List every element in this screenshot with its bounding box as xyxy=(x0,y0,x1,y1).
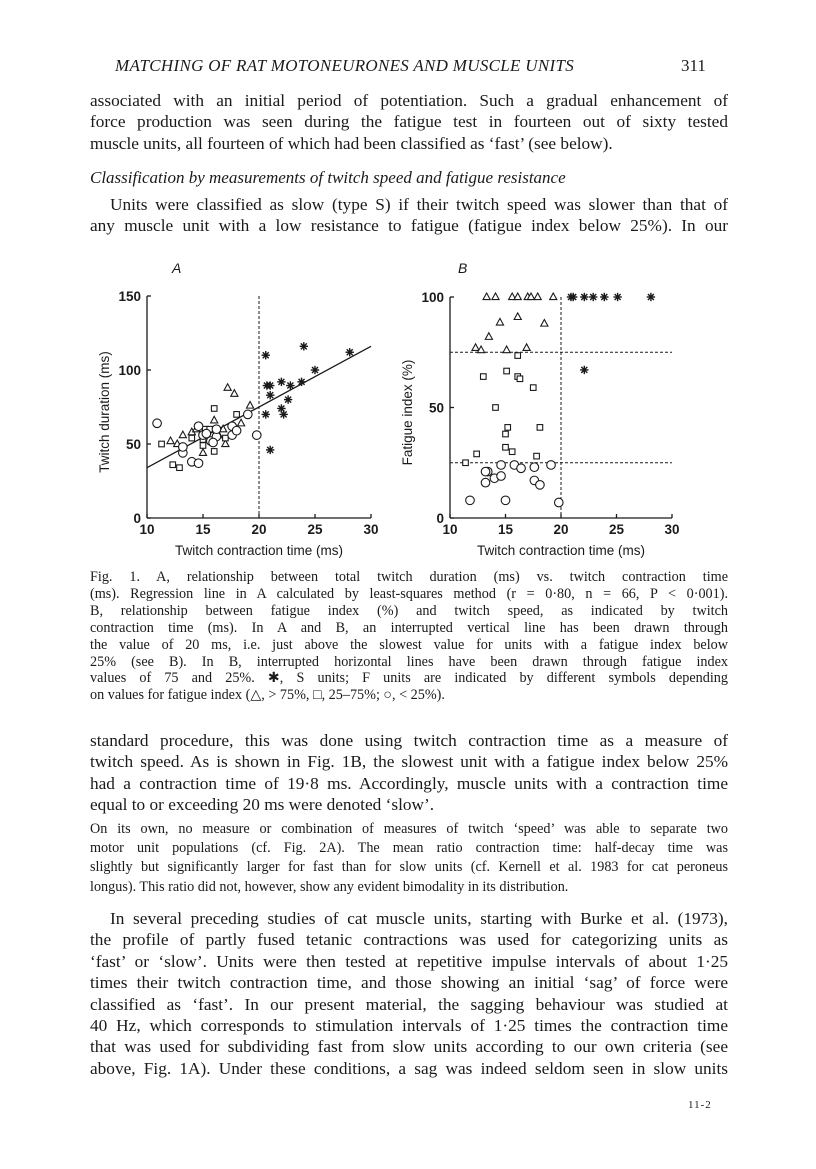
data-point-square xyxy=(200,443,206,449)
star-center xyxy=(583,368,587,372)
x-tick-label: 10 xyxy=(442,522,458,537)
data-point-square xyxy=(509,449,515,455)
data-point-square xyxy=(223,435,229,441)
text-line: force production was seen during the fatigue test in fourteen out of sixty tested xyxy=(90,112,728,132)
data-point-square xyxy=(537,425,543,431)
data-point-triangle xyxy=(503,346,510,353)
caption-line: contraction time (ms). In A and B, an interrupted vertical line has been drawn through xyxy=(90,619,728,636)
y-tick-label: 50 xyxy=(125,437,141,452)
data-point-star xyxy=(279,410,287,418)
data-point-square xyxy=(159,441,165,447)
data-point-star xyxy=(600,293,608,301)
chart-panel-b xyxy=(400,290,680,558)
data-point-star xyxy=(297,378,305,386)
x-axis-label: Twitch contraction time (ms) xyxy=(476,543,646,558)
data-point-circle xyxy=(501,496,510,505)
text-line: On its own, no measure or combination of measures of twitch ‘speed’ was able to separate two xyxy=(90,821,728,837)
figure-label-b: B xyxy=(458,260,468,276)
data-point-star xyxy=(286,381,294,389)
star-center xyxy=(268,448,272,452)
figure-label-a: A xyxy=(172,260,182,276)
star-center xyxy=(282,413,286,417)
star-center xyxy=(571,295,575,299)
data-point-circle xyxy=(194,422,203,431)
star-center xyxy=(289,384,293,388)
data-point-square xyxy=(463,460,469,466)
data-point-circle xyxy=(202,429,211,438)
x-tick-label: 10 xyxy=(139,522,155,537)
data-point-circle xyxy=(179,443,188,452)
data-point-square xyxy=(481,374,487,380)
star-center xyxy=(286,398,290,402)
y-tick-label: 100 xyxy=(421,290,444,305)
x-tick-label: 15 xyxy=(497,522,514,537)
data-point-star xyxy=(569,293,577,301)
data-point-circle xyxy=(212,425,221,434)
data-point-star xyxy=(589,293,597,301)
data-point-circle xyxy=(244,410,253,419)
data-point-circle xyxy=(481,467,490,476)
data-point-star xyxy=(346,348,354,356)
running-title: MATCHING OF RAT MOTONEURONES AND MUSCLE UNITS xyxy=(115,56,574,75)
data-point-star xyxy=(262,410,270,418)
x-tick-label: 30 xyxy=(664,522,680,537)
data-point-square xyxy=(504,368,510,374)
text-line: Units were classified as slow (type S) if their twitch speed was slower than that of xyxy=(110,195,728,214)
data-point-triangle xyxy=(492,293,499,300)
text-line: slightly but significantly larger for fast than for slow units (cf. Kernell et al. 1983 for cat peroneus xyxy=(90,859,728,876)
star-center xyxy=(264,413,268,417)
data-point-star xyxy=(311,366,319,374)
data-point-star xyxy=(266,391,274,399)
data-point-triangle xyxy=(483,293,490,300)
text-line: classified as ‘fast’. In our present material, the sagging behaviour was studied at xyxy=(90,994,728,1014)
x-tick-label: 25 xyxy=(608,522,625,537)
star-center xyxy=(313,368,317,372)
caption-line: Fig. 1. A, relationship between total twitch duration (ms) vs. twitch contraction time xyxy=(90,569,728,585)
x-tick-label: 30 xyxy=(363,522,379,537)
caption-line: B, relationship between fatigue index (%) and twitch speed, as indicated by twitch xyxy=(90,602,728,619)
data-point-circle xyxy=(536,481,545,490)
data-point-circle xyxy=(232,426,241,435)
data-point-square xyxy=(515,353,521,359)
data-point-square xyxy=(505,425,511,431)
data-point-square xyxy=(211,406,217,412)
x-axis-label: Twitch contraction time (ms) xyxy=(174,543,344,558)
data-point-triangle xyxy=(179,431,186,438)
data-point-circle xyxy=(517,464,526,473)
data-point-circle xyxy=(497,461,506,470)
text-line: any muscle unit with a low resistance to fatigue (fatigue index below 25%). In our xyxy=(90,216,728,236)
data-point-circle xyxy=(194,459,203,468)
data-point-circle xyxy=(554,498,563,507)
data-point-circle xyxy=(209,438,218,447)
data-point-star xyxy=(266,381,274,389)
data-point-star xyxy=(277,378,285,386)
data-point-circle xyxy=(466,496,475,505)
text-line: 40 Hz, which corresponds to stimulation intervals of 1·25 times the contraction time xyxy=(90,1016,728,1036)
caption-line: values of 75 and 25%. ✱, S units; F units are indicated by different symbols depending xyxy=(90,670,728,687)
star-center xyxy=(280,407,284,411)
data-point-circle xyxy=(497,472,506,481)
data-point-triangle xyxy=(541,320,548,327)
x-tick-label: 20 xyxy=(553,522,569,537)
y-axis-label: Fatigue index (%) xyxy=(400,359,415,466)
y-tick-label: 100 xyxy=(118,363,141,378)
text-line: that was used for subdividing fast from slow units according to our own criteria (see xyxy=(90,1037,728,1057)
text-line: motor unit populations (cf. Fig. 2A). The mean ratio contraction time: half-decay time was xyxy=(90,840,728,857)
data-point-star xyxy=(580,366,588,374)
text-line: times their twitch contraction time, and those showing an initial ‘sag’ of force were xyxy=(90,973,728,993)
data-point-square xyxy=(211,449,217,455)
data-point-triangle xyxy=(167,437,174,444)
star-center xyxy=(602,295,606,299)
data-point-star xyxy=(580,293,588,301)
caption-line: the value of 20 ms, i.e. just above the slowest value for units with a fatigue index below xyxy=(90,636,728,653)
star-center xyxy=(649,295,653,299)
y-axis-label: Twitch duration (ms) xyxy=(97,351,112,473)
y-tick-label: 0 xyxy=(133,511,141,526)
paragraph-3 xyxy=(90,730,728,816)
data-point-star xyxy=(647,293,655,301)
data-point-square xyxy=(503,431,509,437)
data-point-square xyxy=(474,451,480,457)
star-center xyxy=(264,353,268,357)
data-point-square xyxy=(189,435,195,441)
text-line: longus). This ratio did not, however, show any evident bimodality in its distribution. xyxy=(90,878,569,895)
star-center xyxy=(591,295,595,299)
text-line: equal to or exceeding 20 ms were denoted ‘slow’. xyxy=(90,795,435,815)
star-center xyxy=(348,350,352,354)
data-point-square xyxy=(534,453,540,459)
x-tick-label: 20 xyxy=(251,522,267,537)
caption-line: 25% (see B). In B, interrupted horizontal lines have been drawn through fatigue index xyxy=(90,653,728,670)
data-point-triangle xyxy=(496,318,503,325)
caption-line: (ms). Regression line in A calculated by least-squares method (r = 0·80, n = 66, P < 0·001). xyxy=(90,585,728,602)
star-center xyxy=(583,295,587,299)
data-point-circle xyxy=(530,463,539,472)
star-center xyxy=(300,380,304,384)
x-tick-label: 25 xyxy=(307,522,323,537)
data-point-triangle xyxy=(550,293,557,300)
text-line: In several preceding studies of cat muscle units, starting with Burke et al. (1973), xyxy=(110,909,728,928)
text-line: above, Fig. 1A). Under these conditions, a sag was indeed seldom seen in slow units xyxy=(90,1058,728,1078)
section-subheading: Classification by measurements of twitch speed and fatigue resistance xyxy=(90,168,566,187)
data-point-square xyxy=(170,462,176,468)
y-tick-label: 150 xyxy=(118,289,141,304)
data-point-triangle xyxy=(472,344,479,351)
text-line: had a contraction time of 19·8 ms. Accordingly, muscle units with a contraction time xyxy=(90,773,728,793)
star-center xyxy=(268,384,272,388)
text-line: twitch speed. As is shown in Fig. 1B, the slowest unit with a fatigue index below 25% xyxy=(90,752,728,772)
data-point-circle xyxy=(153,419,162,428)
data-point-triangle xyxy=(485,333,492,340)
text-line: ‘fast’ or ‘slow’. Units were then tested at repetitive impulse intervals of about 1·25 xyxy=(90,951,728,971)
data-point-square xyxy=(493,405,499,411)
data-point-triangle xyxy=(514,313,521,320)
data-point-circle xyxy=(481,478,490,487)
y-tick-label: 50 xyxy=(428,400,444,416)
caption-line: on values for fatigue index (△, > 75%, □, 25–75%; ○, < 25%). xyxy=(90,687,445,704)
data-point-triangle xyxy=(523,344,530,351)
page-number: 311 xyxy=(681,56,706,75)
paragraph-4 xyxy=(90,908,728,1079)
data-point-circle xyxy=(547,461,556,470)
figure-caption xyxy=(90,569,728,704)
data-point-triangle xyxy=(211,416,218,423)
chart-panel-a xyxy=(97,289,379,558)
data-point-triangle xyxy=(199,449,206,456)
star-center xyxy=(616,295,620,299)
footer-signature: 11-2 xyxy=(688,1099,712,1111)
y-tick-label: 0 xyxy=(436,511,444,526)
data-point-star xyxy=(613,293,621,301)
data-point-triangle xyxy=(237,419,244,426)
text-line: associated with an initial period of potentiation. Such a gradual enhancement of xyxy=(90,91,728,110)
data-point-circle xyxy=(252,431,261,440)
data-point-square xyxy=(234,412,240,418)
data-point-triangle xyxy=(246,402,253,409)
data-point-square xyxy=(517,376,523,382)
data-point-square xyxy=(530,385,536,391)
text-line: muscle units, all fourteen of which had been classified as ‘fast’ (see below). xyxy=(90,133,613,153)
x-tick-label: 15 xyxy=(195,522,211,537)
data-point-star xyxy=(262,351,270,359)
small-print-paragraph xyxy=(90,820,728,897)
text-line: the profile of partly fused tetanic contractions was used for categorizing units as xyxy=(90,930,728,950)
data-point-star xyxy=(284,395,292,403)
star-center xyxy=(280,380,284,384)
data-point-triangle xyxy=(534,293,541,300)
star-center xyxy=(268,393,272,397)
star-center xyxy=(302,345,306,349)
text-line: standard procedure, this was done using twitch contraction time as a measure of xyxy=(90,731,728,750)
data-point-star xyxy=(300,342,308,350)
data-point-triangle xyxy=(224,384,231,391)
data-point-square xyxy=(177,465,183,471)
data-point-triangle xyxy=(514,293,521,300)
data-point-star xyxy=(266,446,274,454)
data-point-square xyxy=(503,444,509,450)
